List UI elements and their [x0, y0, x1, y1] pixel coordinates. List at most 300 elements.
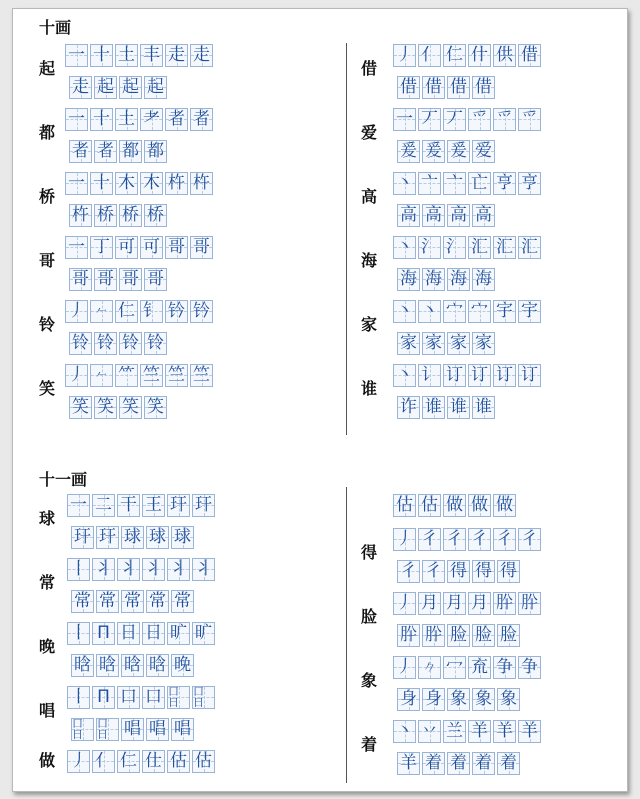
stroke-cell	[142, 558, 165, 581]
stroke-cell	[190, 172, 213, 195]
stroke-cell	[493, 720, 516, 743]
stroke-glyph: 做	[446, 494, 463, 515]
stroke-cell	[121, 654, 144, 677]
stroke-glyph: 铃	[72, 332, 89, 353]
stroke-cell	[422, 560, 445, 583]
stroke-glyph: 丬	[170, 558, 187, 579]
character-label: 晚	[38, 637, 55, 656]
stroke-cell	[190, 44, 213, 67]
stroke-glyph: 脸	[475, 624, 492, 645]
stroke-glyph: 亠	[421, 172, 438, 193]
stroke-glyph: 哥	[147, 268, 164, 289]
stroke-cell	[418, 494, 441, 517]
stroke-cell	[65, 236, 88, 259]
stroke-glyph: 肸	[521, 592, 538, 613]
stroke-glyph: 桥	[147, 204, 164, 225]
stroke-glyph: 借	[450, 76, 467, 97]
stroke-glyph: 者	[97, 140, 114, 161]
stroke-cell	[472, 560, 495, 583]
stroke-glyph: 常	[74, 590, 91, 611]
stroke-cell	[92, 558, 115, 581]
stroke-glyph: 走	[168, 44, 185, 65]
character-label: 谁	[360, 379, 377, 398]
stroke-glyph: 宀	[446, 300, 463, 321]
stroke-cell	[117, 558, 140, 581]
stroke-cell	[117, 686, 140, 709]
stroke-row	[65, 363, 215, 387]
stroke-glyph: 旷	[170, 622, 187, 643]
character-label: 笑	[38, 379, 55, 398]
stroke-glyph: 玕	[99, 526, 116, 547]
stroke-glyph: 丰	[143, 44, 160, 65]
stroke-cell	[117, 494, 140, 517]
stroke-cell	[397, 624, 420, 647]
stroke-glyph: 家	[400, 332, 417, 353]
stroke-cell	[393, 494, 416, 517]
stroke-glyph: 家	[450, 332, 467, 353]
stroke-cell	[94, 396, 117, 419]
stroke-row	[393, 655, 543, 679]
stroke-cell	[90, 236, 113, 259]
stroke-glyph: 起	[147, 76, 164, 97]
character-label: 都	[38, 123, 55, 142]
stroke-cell	[472, 396, 495, 419]
stroke-glyph: 羊	[400, 752, 417, 773]
stroke-cell	[468, 656, 491, 679]
stroke-cell	[493, 656, 516, 679]
stroke-glyph: 杵	[72, 204, 89, 225]
stroke-glyph: 彳	[471, 528, 488, 549]
character-label: 着	[360, 735, 377, 754]
character-label: 唱	[38, 701, 55, 720]
stroke-cell	[67, 622, 90, 645]
stroke-cell	[518, 300, 541, 323]
stroke-cell	[65, 364, 88, 387]
stroke-glyph: 十	[93, 108, 110, 129]
stroke-cell	[443, 364, 466, 387]
stroke-glyph: 常	[99, 590, 116, 611]
stroke-row	[65, 171, 215, 195]
stroke-glyph: 家	[425, 332, 442, 353]
stroke-cell	[192, 494, 215, 517]
stroke-cell	[518, 172, 541, 195]
stroke-glyph: 订	[471, 364, 488, 385]
stroke-cell	[140, 364, 163, 387]
stroke-row	[69, 395, 169, 419]
stroke-cell	[393, 44, 416, 67]
stroke-cell	[397, 560, 420, 583]
stroke-cell	[144, 140, 167, 163]
stroke-cell	[142, 686, 165, 709]
stroke-glyph: 口日	[193, 685, 204, 709]
stroke-cell	[447, 140, 470, 163]
stroke-glyph: 丷	[421, 720, 438, 741]
stroke-glyph: 丨	[70, 558, 87, 579]
stroke-glyph: 着	[425, 752, 442, 773]
stroke-cell	[422, 688, 445, 711]
stroke-cell	[96, 718, 119, 741]
stroke-cell	[497, 560, 520, 583]
stroke-cell	[468, 236, 491, 259]
stroke-glyph: 亨	[496, 172, 513, 193]
stroke-row	[65, 299, 215, 323]
stroke-cell	[447, 204, 470, 227]
stroke-glyph: 笑	[72, 396, 89, 417]
stroke-glyph: 汇	[496, 236, 513, 257]
stroke-cell	[518, 236, 541, 259]
character-label: 家	[360, 315, 377, 334]
stroke-cell	[71, 654, 94, 677]
stroke-glyph: 身	[425, 688, 442, 709]
stroke-cell	[67, 558, 90, 581]
stroke-glyph: П	[97, 622, 110, 643]
stroke-glyph: 汇	[471, 236, 488, 257]
stroke-cell	[447, 624, 470, 647]
stroke-glyph: 丆	[421, 108, 438, 129]
stroke-cell	[497, 752, 520, 775]
stroke-glyph: 估	[195, 750, 212, 771]
stroke-cell	[418, 364, 441, 387]
stroke-glyph: 晗	[74, 654, 91, 675]
stroke-row	[65, 235, 215, 259]
stroke-row	[393, 235, 543, 259]
stroke-row	[397, 395, 497, 419]
stroke-cell	[90, 364, 113, 387]
stroke-cell	[397, 688, 420, 711]
stroke-cell	[393, 528, 416, 551]
stroke-cell	[397, 268, 420, 291]
stroke-glyph: 丿	[68, 300, 85, 321]
stroke-glyph: 海	[475, 268, 492, 289]
stroke-cell	[140, 300, 163, 323]
stroke-glyph: 耂	[143, 108, 160, 129]
stroke-cell	[493, 494, 516, 517]
stroke-cell	[447, 332, 470, 355]
stroke-cell	[518, 720, 541, 743]
stroke-glyph: 丬	[95, 558, 112, 579]
stroke-cell	[393, 108, 416, 131]
stroke-glyph: 晗	[149, 654, 166, 675]
stroke-cell	[418, 656, 441, 679]
stroke-glyph: 亠	[446, 172, 463, 193]
stroke-cell	[472, 752, 495, 775]
stroke-cell	[146, 526, 169, 549]
stroke-glyph: 十	[93, 172, 110, 193]
stroke-glyph: 兰	[446, 720, 463, 741]
stroke-glyph: 羊	[521, 720, 538, 741]
stroke-cell	[69, 268, 92, 291]
stroke-glyph: 丁	[93, 236, 110, 257]
stroke-glyph: 晚	[174, 654, 191, 675]
stroke-glyph: 争	[521, 656, 538, 677]
stroke-cell	[397, 140, 420, 163]
stroke-cell	[422, 396, 445, 419]
stroke-row	[71, 589, 196, 613]
character-label: 哥	[38, 251, 55, 270]
stroke-cell	[144, 76, 167, 99]
stroke-cell	[397, 76, 420, 99]
stroke-glyph: 玕	[170, 494, 187, 515]
stroke-cell	[165, 364, 188, 387]
stroke-glyph: 口	[145, 686, 162, 707]
stroke-cell	[493, 364, 516, 387]
stroke-cell	[121, 718, 144, 741]
stroke-glyph: 亨	[521, 172, 538, 193]
stroke-cell	[119, 140, 142, 163]
stroke-cell	[115, 172, 138, 195]
character-label: 爱	[360, 123, 377, 142]
stroke-cell	[165, 108, 188, 131]
stroke-cell	[493, 528, 516, 551]
stroke-glyph: 脸	[500, 624, 517, 645]
stroke-cell	[94, 204, 117, 227]
stroke-glyph: 丶	[396, 236, 413, 257]
stroke-cell	[96, 590, 119, 613]
stroke-cell	[142, 750, 165, 773]
stroke-cell	[65, 44, 88, 67]
stroke-cell	[117, 622, 140, 645]
stroke-row	[69, 203, 169, 227]
stroke-glyph: 身	[400, 688, 417, 709]
stroke-cell	[190, 300, 213, 323]
stroke-glyph: 象	[500, 688, 517, 709]
stroke-cell	[447, 688, 470, 711]
stroke-glyph: 订	[521, 364, 538, 385]
stroke-row	[397, 687, 522, 711]
stroke-row	[65, 43, 215, 67]
stroke-glyph: 羊	[471, 720, 488, 741]
stroke-row	[397, 75, 497, 99]
stroke-glyph: 铃	[122, 332, 139, 353]
stroke-glyph: 丶	[421, 300, 438, 321]
stroke-row	[67, 749, 217, 773]
stroke-cell	[167, 750, 190, 773]
stroke-cell	[119, 332, 142, 355]
stroke-cell	[92, 686, 115, 709]
stroke-glyph: 彳	[521, 528, 538, 549]
stroke-glyph: 唱	[124, 718, 141, 739]
stroke-cell	[472, 204, 495, 227]
stroke-glyph: 旷	[195, 622, 212, 643]
stroke-row	[393, 591, 543, 615]
stroke-order-sheet	[12, 8, 628, 792]
stroke-glyph: 海	[425, 268, 442, 289]
stroke-glyph: 丶	[396, 364, 413, 385]
stroke-cell	[115, 300, 138, 323]
stroke-glyph: 冖	[446, 656, 463, 677]
stroke-cell	[447, 396, 470, 419]
character-label: 常	[38, 573, 55, 592]
column-divider	[346, 43, 347, 435]
stroke-cell	[71, 590, 94, 613]
stroke-glyph: 杵	[193, 172, 210, 193]
stroke-cell	[418, 592, 441, 615]
stroke-glyph: 借	[400, 76, 417, 97]
stroke-glyph: 球	[149, 526, 166, 547]
stroke-glyph: 海	[450, 268, 467, 289]
stroke-cell	[472, 76, 495, 99]
stroke-glyph: 宇	[496, 300, 513, 321]
stroke-glyph: 晗	[124, 654, 141, 675]
stroke-glyph: 二	[95, 494, 112, 515]
stroke-glyph: 月	[421, 592, 438, 613]
stroke-glyph: 杵	[168, 172, 185, 193]
stroke-glyph: 铃	[147, 332, 164, 353]
stroke-glyph: 哥	[193, 236, 210, 257]
stroke-glyph: 晗	[99, 654, 116, 675]
stroke-glyph: 玕	[74, 526, 91, 547]
stroke-cell	[443, 494, 466, 517]
stroke-glyph: 借	[521, 44, 538, 65]
stroke-cell	[171, 654, 194, 677]
stroke-cell	[121, 590, 144, 613]
stroke-glyph: 月	[446, 592, 463, 613]
stroke-cell	[518, 656, 541, 679]
character-label: 借	[360, 59, 377, 78]
stroke-cell	[69, 204, 92, 227]
stroke-glyph: 什	[471, 44, 488, 65]
stroke-glyph: 彳	[496, 528, 513, 549]
stroke-cell	[165, 300, 188, 323]
stroke-cell	[422, 268, 445, 291]
stroke-cell	[447, 752, 470, 775]
stroke-glyph: 常	[124, 590, 141, 611]
stroke-cell	[69, 76, 92, 99]
stroke-cell	[418, 172, 441, 195]
stroke-cell	[418, 108, 441, 131]
stroke-cell	[472, 624, 495, 647]
stroke-glyph: 谁	[425, 396, 442, 417]
stroke-glyph: 一	[68, 44, 85, 65]
stroke-cell	[518, 528, 541, 551]
stroke-cell	[493, 108, 516, 131]
stroke-cell	[94, 76, 117, 99]
stroke-glyph: 土	[118, 108, 135, 129]
stroke-glyph: 哥	[97, 268, 114, 289]
stroke-glyph: 亻	[95, 750, 112, 771]
character-label: 脸	[360, 607, 377, 626]
stroke-glyph: 可	[143, 236, 160, 257]
stroke-glyph: 丆	[446, 108, 463, 129]
stroke-cell	[96, 654, 119, 677]
stroke-cell	[397, 332, 420, 355]
stroke-cell	[443, 108, 466, 131]
stroke-row	[393, 719, 543, 743]
stroke-row	[393, 171, 543, 195]
stroke-glyph: 家	[475, 332, 492, 353]
stroke-glyph: 丿	[68, 364, 85, 385]
stroke-cell	[165, 44, 188, 67]
stroke-cell	[443, 172, 466, 195]
stroke-glyph: 借	[425, 76, 442, 97]
stroke-row	[71, 525, 196, 549]
stroke-glyph: 丿	[396, 528, 413, 549]
stroke-cell	[69, 140, 92, 163]
character-label: 起	[38, 59, 55, 78]
stroke-glyph: 𠂉	[96, 304, 107, 318]
stroke-cell	[165, 236, 188, 259]
stroke-cell	[67, 686, 90, 709]
stroke-cell	[468, 720, 491, 743]
stroke-cell	[443, 44, 466, 67]
stroke-cell	[65, 172, 88, 195]
stroke-cell	[468, 44, 491, 67]
stroke-cell	[94, 140, 117, 163]
stroke-cell	[144, 268, 167, 291]
stroke-cell	[397, 396, 420, 419]
stroke-row	[393, 43, 543, 67]
stroke-cell	[422, 140, 445, 163]
stroke-cell	[144, 396, 167, 419]
stroke-cell	[418, 44, 441, 67]
section-title-10-strokes: 十画	[39, 18, 72, 37]
stroke-glyph: 丬	[145, 558, 162, 579]
stroke-cell	[422, 204, 445, 227]
character-label: 球	[38, 509, 55, 528]
stroke-glyph: 𠂉	[96, 368, 107, 382]
stroke-glyph: 仕	[145, 750, 162, 771]
stroke-cell	[144, 204, 167, 227]
stroke-cell	[468, 300, 491, 323]
stroke-row	[393, 363, 543, 387]
stroke-cell	[443, 720, 466, 743]
stroke-cell	[393, 236, 416, 259]
stroke-cell	[393, 300, 416, 323]
stroke-glyph: 仁	[120, 750, 137, 771]
stroke-cell	[190, 108, 213, 131]
stroke-glyph: 𠂊	[424, 660, 435, 674]
stroke-glyph: 可	[118, 236, 135, 257]
stroke-glyph: 口日	[168, 685, 179, 709]
stroke-row	[393, 493, 518, 517]
stroke-glyph: 借	[475, 76, 492, 97]
stroke-cell	[468, 172, 491, 195]
stroke-glyph: 一	[68, 236, 85, 257]
character-label: 铃	[38, 315, 55, 334]
stroke-cell	[65, 300, 88, 323]
stroke-cell	[167, 686, 190, 709]
stroke-row	[71, 653, 196, 677]
stroke-cell	[71, 718, 94, 741]
stroke-glyph: 爱	[475, 140, 492, 161]
stroke-cell	[393, 720, 416, 743]
stroke-cell	[90, 300, 113, 323]
stroke-cell	[140, 172, 163, 195]
stroke-cell	[393, 656, 416, 679]
stroke-glyph: 一	[68, 172, 85, 193]
stroke-cell	[397, 752, 420, 775]
stroke-cell	[146, 718, 169, 741]
stroke-glyph: 桥	[97, 204, 114, 225]
stroke-glyph: 订	[446, 364, 463, 385]
stroke-glyph: 起	[97, 76, 114, 97]
stroke-cell	[92, 494, 115, 517]
stroke-row	[397, 139, 497, 163]
character-label: 高	[360, 187, 377, 206]
stroke-cell	[418, 720, 441, 743]
stroke-cell	[92, 622, 115, 645]
stroke-glyph: 㐬	[471, 656, 488, 677]
stroke-glyph: 宇	[521, 300, 538, 321]
stroke-cell	[69, 332, 92, 355]
stroke-glyph: 丬	[120, 558, 137, 579]
stroke-cell	[69, 396, 92, 419]
stroke-glyph: 钅	[143, 300, 160, 321]
stroke-cell	[472, 268, 495, 291]
stroke-row	[67, 557, 217, 581]
stroke-cell	[468, 108, 491, 131]
stroke-cell	[192, 686, 215, 709]
